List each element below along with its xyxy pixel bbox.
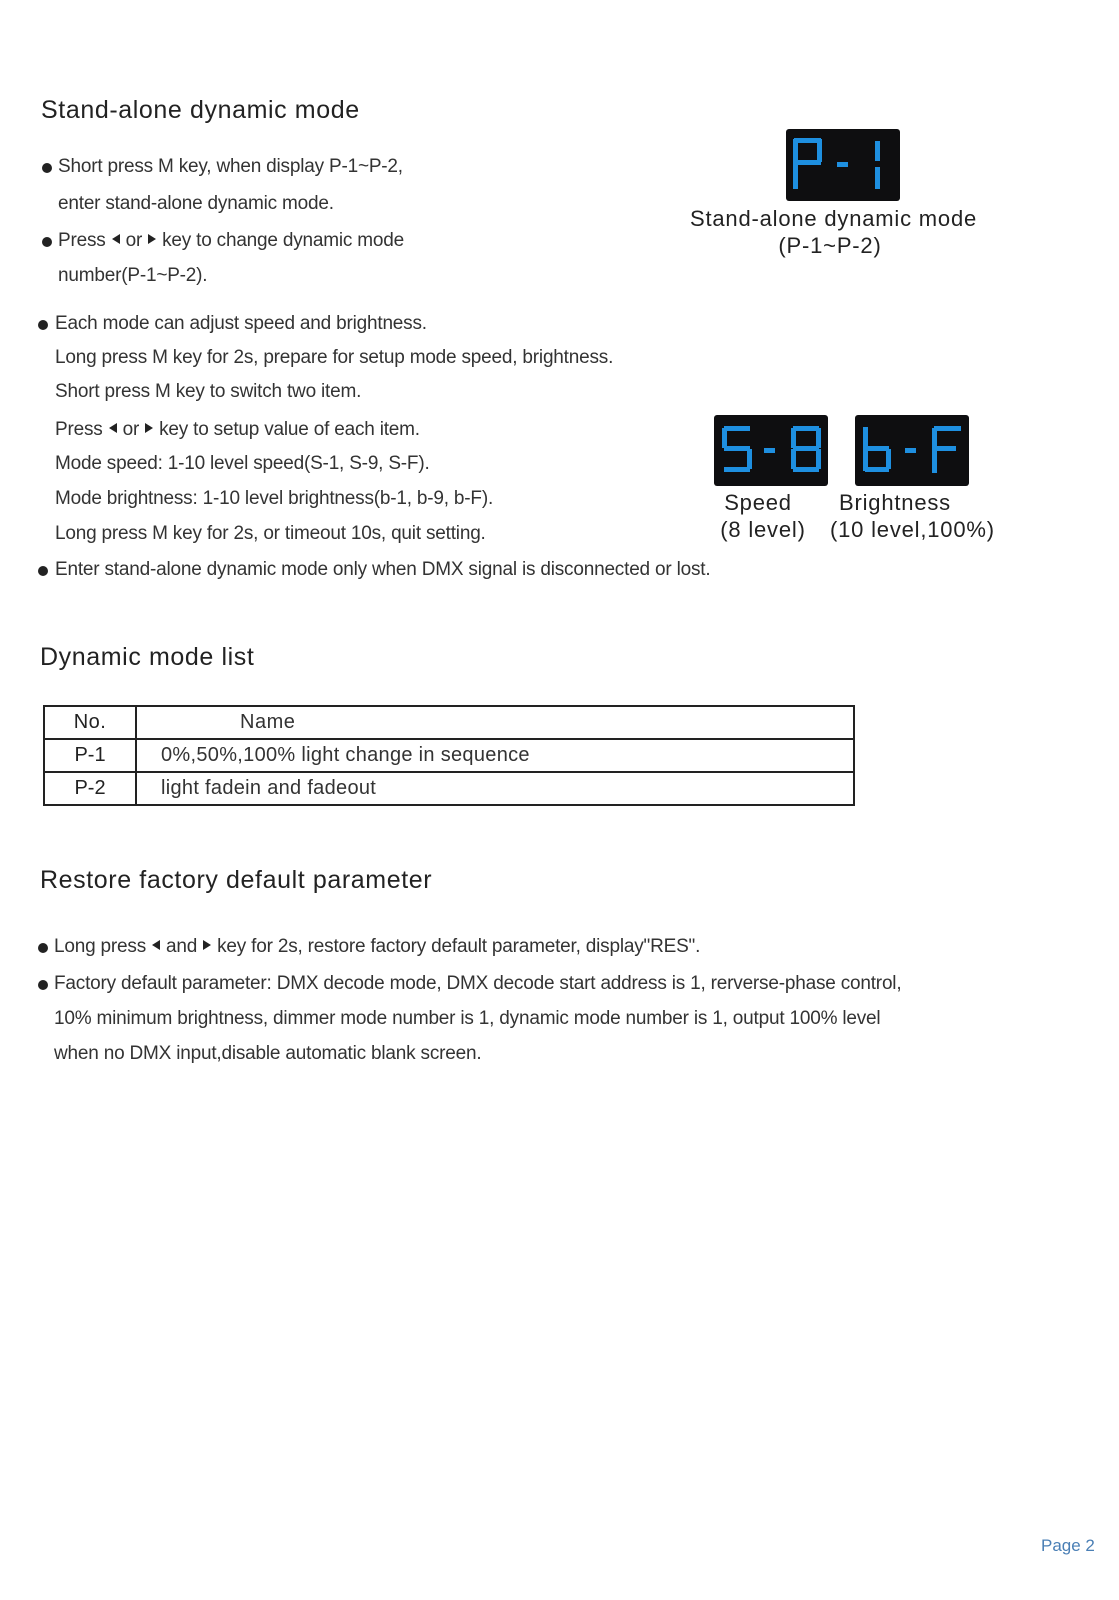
text-long-press: Long press: [54, 936, 147, 957]
text-restore-action: key for 2s, restore factory default parameter, display"RES".: [217, 936, 701, 957]
caption-p1-line2: (P-1~P-2): [778, 233, 882, 258]
right-arrow-icon: [145, 423, 153, 433]
bullet-icon: [38, 320, 48, 330]
left-arrow-icon: [109, 423, 117, 433]
standalone-bullet3-line5: Mode speed: 1-10 level speed(S-1, S-9, S-F).: [55, 453, 430, 474]
table-header-row: [44, 706, 854, 739]
standalone-bullet3-line3: Short press M key to switch two item.: [55, 381, 362, 402]
table-row: [44, 739, 854, 772]
cell-no: P-1: [44, 739, 136, 772]
caption-speed-line2: (8 level): [720, 517, 806, 542]
text-press: Press: [55, 419, 103, 440]
page-number: Page 2: [1041, 1536, 1095, 1555]
lcd-readout-brightness-icon: [855, 415, 969, 486]
restore-bullet1: [54, 936, 700, 958]
caption-brightness-line2: (10 level,100%): [830, 517, 995, 542]
standalone-bullet4: Enter stand-alone dynamic mode only when DMX signal is disconnected or lost.: [55, 559, 711, 580]
left-arrow-icon: [112, 234, 120, 244]
header-name: Name: [136, 706, 854, 739]
cell-name: 0%,50%,100% light change in sequence: [136, 739, 854, 772]
standalone-bullet3-line6: Mode brightness: 1-10 level brightness(b-1, b-9, b-F).: [55, 488, 494, 509]
restore-bullet2-line2: 10% minimum brightness, dimmer mode number is 1, dynamic mode number is 1, output 100% level: [54, 1008, 881, 1029]
bullet-icon: [38, 566, 48, 576]
text-or: or: [125, 230, 143, 251]
heading-dynamic-mode-list: Dynamic mode list: [40, 643, 255, 671]
caption-brightness-line1: Brightness: [839, 490, 951, 515]
bullet-icon: [38, 980, 48, 990]
text-key-change: key to change dynamic mode: [162, 230, 405, 251]
standalone-bullet1-line2: enter stand-alone dynamic mode.: [58, 193, 334, 214]
left-arrow-icon: [152, 940, 160, 950]
restore-bullet2-line1: Factory default parameter: DMX decode mode, DMX decode start address is 1, rerverse-phase control,: [54, 973, 902, 994]
lcd-readout-speed-icon: [714, 415, 828, 486]
lcd-display-brightness: [855, 415, 969, 486]
text-or: or: [122, 419, 140, 440]
right-arrow-icon: [148, 234, 156, 244]
right-arrow-icon: [203, 940, 211, 950]
restore-bullet2-line3: when no DMX input,disable automatic blank screen.: [54, 1043, 482, 1064]
text-press: Press: [58, 230, 106, 251]
standalone-bullet3-line4: [55, 419, 420, 441]
heading-restore-factory: Restore factory default parameter: [40, 866, 433, 894]
lcd-display-speed: [714, 415, 828, 486]
standalone-bullet3-line2: Long press M key for 2s, prepare for setup mode speed, brightness.: [55, 347, 614, 368]
lcd-readout-p1-icon: [786, 129, 900, 201]
dynamic-mode-table: [43, 705, 855, 806]
bullet-icon: [38, 943, 48, 953]
cell-name: light fadein and fadeout: [136, 772, 854, 805]
heading-standalone-dynamic-mode: Stand-alone dynamic mode: [41, 96, 360, 124]
lcd-display-p1: [786, 129, 900, 201]
text-key-setup: key to setup value of each item.: [159, 419, 420, 440]
cell-no: P-2: [44, 772, 136, 805]
caption-speed-line1: Speed: [724, 490, 792, 515]
header-no: No.: [44, 706, 136, 739]
standalone-bullet3-line7: Long press M key for 2s, or timeout 10s, quit setting.: [55, 523, 486, 544]
bullet-icon: [42, 237, 52, 247]
standalone-bullet2-line1: [58, 230, 404, 252]
standalone-bullet2-line2: number(P-1~P-2).: [58, 265, 208, 286]
table-row: [44, 772, 854, 805]
caption-p1-line1: Stand-alone dynamic mode: [690, 206, 978, 231]
standalone-bullet3-line1: Each mode can adjust speed and brightness.: [55, 313, 427, 334]
standalone-bullet1-line1: Short press M key, when display P-1~P-2,: [58, 156, 403, 177]
bullet-icon: [42, 163, 52, 173]
text-and: and: [166, 936, 198, 957]
